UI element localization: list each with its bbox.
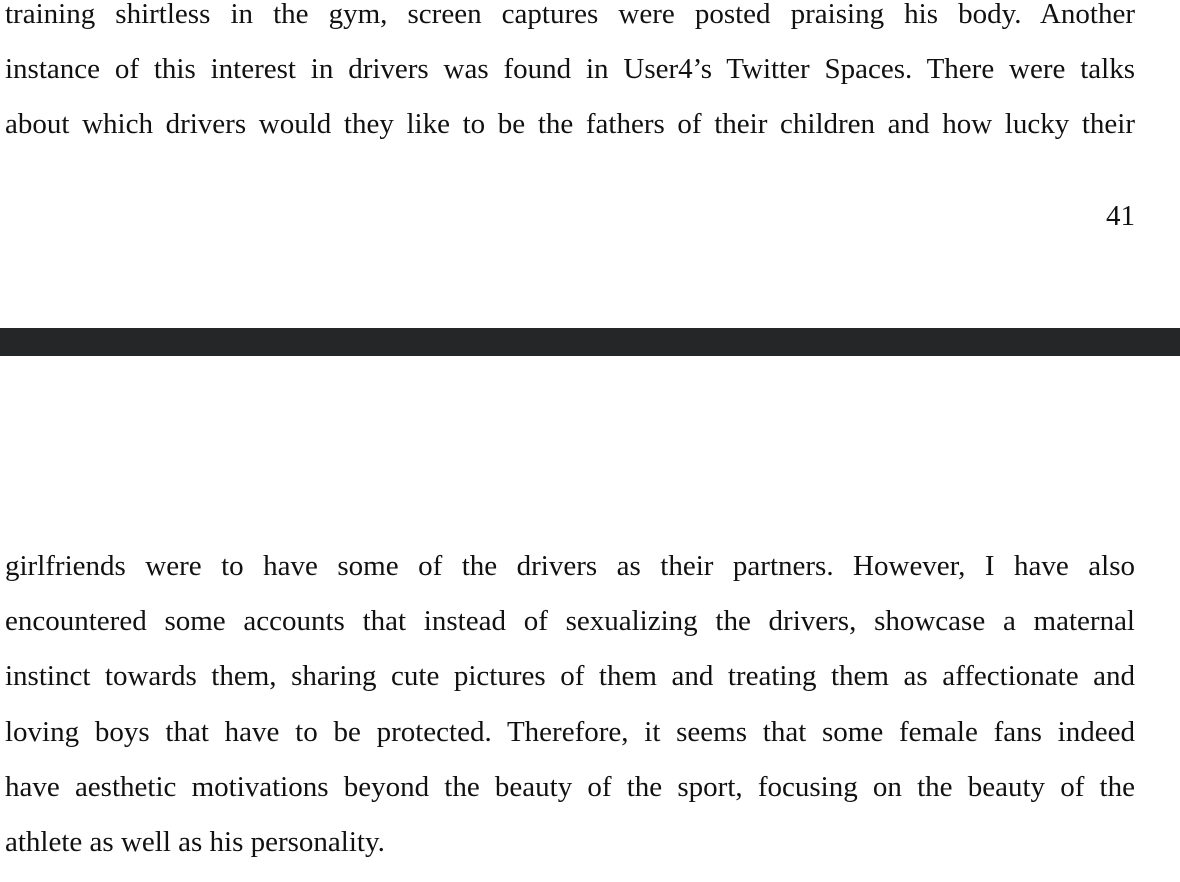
bottom-paragraph-line: girlfriends were to have some of the drivers as their partners. However, I have also (5, 550, 1135, 582)
top-paragraph-line: about which drivers would they like to be the fathers of their children and how lucky their (5, 108, 1135, 141)
bottom-paragraph-line: loving boys that have to be protected. Therefore, it seems that some female fans indeed (5, 715, 1135, 748)
top-paragraph (5, 0, 1135, 153)
bottom-paragraph-line: instinct towards them, sharing cute pictures of them and treating them as affectionate and (5, 660, 1135, 693)
page-break-divider (0, 328, 1180, 356)
top-paragraph-line: instance of this interest in drivers was found in User4’s Twitter Spaces. There were talks (5, 53, 1135, 86)
bottom-paragraph (5, 539, 1135, 870)
bottom-paragraph-line: encountered some accounts that instead of sexualizing the drivers, showcase a maternal (5, 605, 1135, 638)
top-paragraph-line: training shirtless in the gym, screen captures were posted praising his body. Another (5, 0, 1135, 30)
bottom-paragraph-line: have aesthetic motivations beyond the beauty of the sport, focusing on the beauty of the (5, 770, 1135, 803)
page-number: 41 (1106, 200, 1135, 232)
bottom-paragraph-line: athlete as well as his personality. (5, 825, 385, 858)
